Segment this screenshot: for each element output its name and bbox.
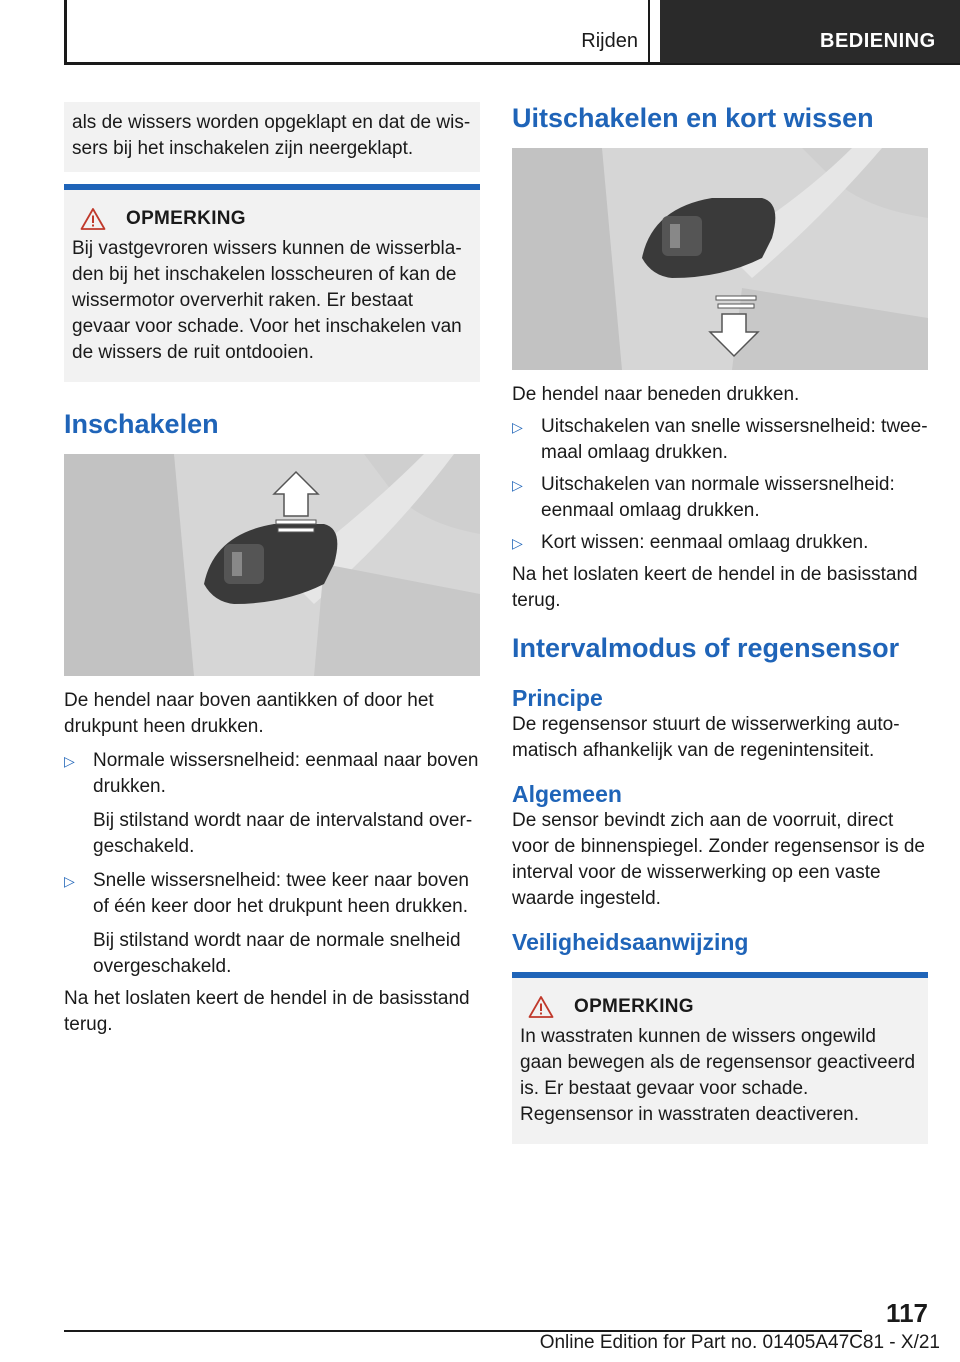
header-left-rule xyxy=(64,0,67,65)
header-section-label: Rijden xyxy=(581,30,638,52)
subheading-algemeen: Algemeen xyxy=(512,781,622,807)
principe-text: De regensensor stuurt de wisserwerking automatisch afhankelijk van de regenintensiteit. xyxy=(512,714,900,761)
warning-text: Bij vastgevroren wissers kunnen de wisserbladen bij het inschakelen losscheuren of kan de wissermotor oververhit raken. Er bestaat gevaar voor schade. Voor het inschakelen van de wissers de ruit ontdooien. xyxy=(72,238,462,363)
list-item-text: Uitschakelen van snelle wissersnelheid: tweemaal omlaag drukken. xyxy=(541,416,928,463)
continued-note xyxy=(64,102,480,172)
warning-box-wasstraat xyxy=(512,972,928,1144)
page-number: 117 xyxy=(886,1298,928,1328)
subheading-principe: Principe xyxy=(512,685,603,711)
continued-note-text: als de wissers worden opgeklapt en dat de wissers bij het inschakelen zijn neergeklapt. xyxy=(72,112,471,159)
warning-triangle-icon xyxy=(80,207,106,231)
subheading-veiligheidsaanwijzing: Veiligheidsaanwijzing xyxy=(512,929,749,955)
figure-lever-down xyxy=(512,148,928,370)
outro-inschakelen: Na het loslaten keert de hendel in de basisstand terug. xyxy=(64,988,470,1035)
list-inschakelen xyxy=(64,748,480,980)
section-heading-inschakelen: Inschakelen xyxy=(64,409,219,439)
list-item-subtext: Bij stilstand wordt naar de intervalstand overgeschakeld. xyxy=(93,810,473,857)
algemeen-text: De sensor bevindt zich aan de voorruit, direct voor de binnenspiegel. Zonder regensensor is de interval voor de wisserwerking op een vaste waarde ingesteld. xyxy=(512,810,925,909)
list-item xyxy=(64,748,480,860)
triangle-bullet-icon: ▷ xyxy=(512,477,523,493)
triangle-bullet-icon: ▷ xyxy=(64,873,75,889)
outro-uitschakelen: Na het loslaten keert de hendel in de basisstand terug. xyxy=(512,564,918,611)
triangle-bullet-icon: ▷ xyxy=(512,419,523,435)
list-item xyxy=(512,472,928,524)
warning-title: OPMERKING xyxy=(126,208,246,229)
warning-header xyxy=(520,994,920,1020)
lever-down-illustration xyxy=(512,148,928,370)
warning-box-frozen xyxy=(64,184,480,382)
list-item-text: Snelle wissersnelheid: twee keer naar boven of één keer door het drukpunt heen drukken. xyxy=(93,870,469,917)
warning-text: In wasstraten kunnen de wissers ongewild gaan bewegen als de regensensor geactiveerd is. Er bestaat gevaar voor schade. Regensensor in wasstraten deactiveren. xyxy=(520,1026,916,1125)
list-item-subtext: Bij stilstand wordt naar de normale snelheid overgeschakeld. xyxy=(93,930,461,977)
list-uitschakelen xyxy=(512,414,928,556)
warning-triangle-icon xyxy=(528,995,554,1019)
intro-uitschakelen: De hendel naar beneden drukken. xyxy=(512,384,800,405)
lever-up-illustration xyxy=(64,454,480,676)
triangle-bullet-icon: ▷ xyxy=(64,753,75,769)
header-divider xyxy=(648,0,650,65)
left-column xyxy=(64,102,480,1038)
right-column xyxy=(512,102,928,1144)
triangle-bullet-icon: ▷ xyxy=(512,535,523,551)
figure-lever-up xyxy=(64,454,480,676)
list-item-text: Normale wissersnelheid: eenmaal naar boven drukken. xyxy=(93,750,479,797)
intro-inschakelen: De hendel naar boven aantikken of door het drukpunt heen drukken. xyxy=(64,690,434,737)
section-heading-intervalmodus: Intervalmodus of regensensor xyxy=(512,633,900,663)
footer-edition-text: Online Edition for Part no. 01405A47C81 - X/21 xyxy=(539,1332,940,1353)
list-item xyxy=(512,414,928,466)
list-item-text: Kort wissen: eenmaal omlaag drukken. xyxy=(541,532,869,553)
header-chapter-label: BEDIENING xyxy=(660,0,960,63)
warning-header xyxy=(72,206,472,232)
list-item xyxy=(64,868,480,980)
list-item xyxy=(512,530,928,556)
section-heading-uitschakelen: Uitschakelen en kort wissen xyxy=(512,103,874,133)
warning-title: OPMERKING xyxy=(574,996,694,1017)
list-item-text: Uitschakelen van normale wissersnelheid: eenmaal omlaag drukken. xyxy=(541,474,895,521)
